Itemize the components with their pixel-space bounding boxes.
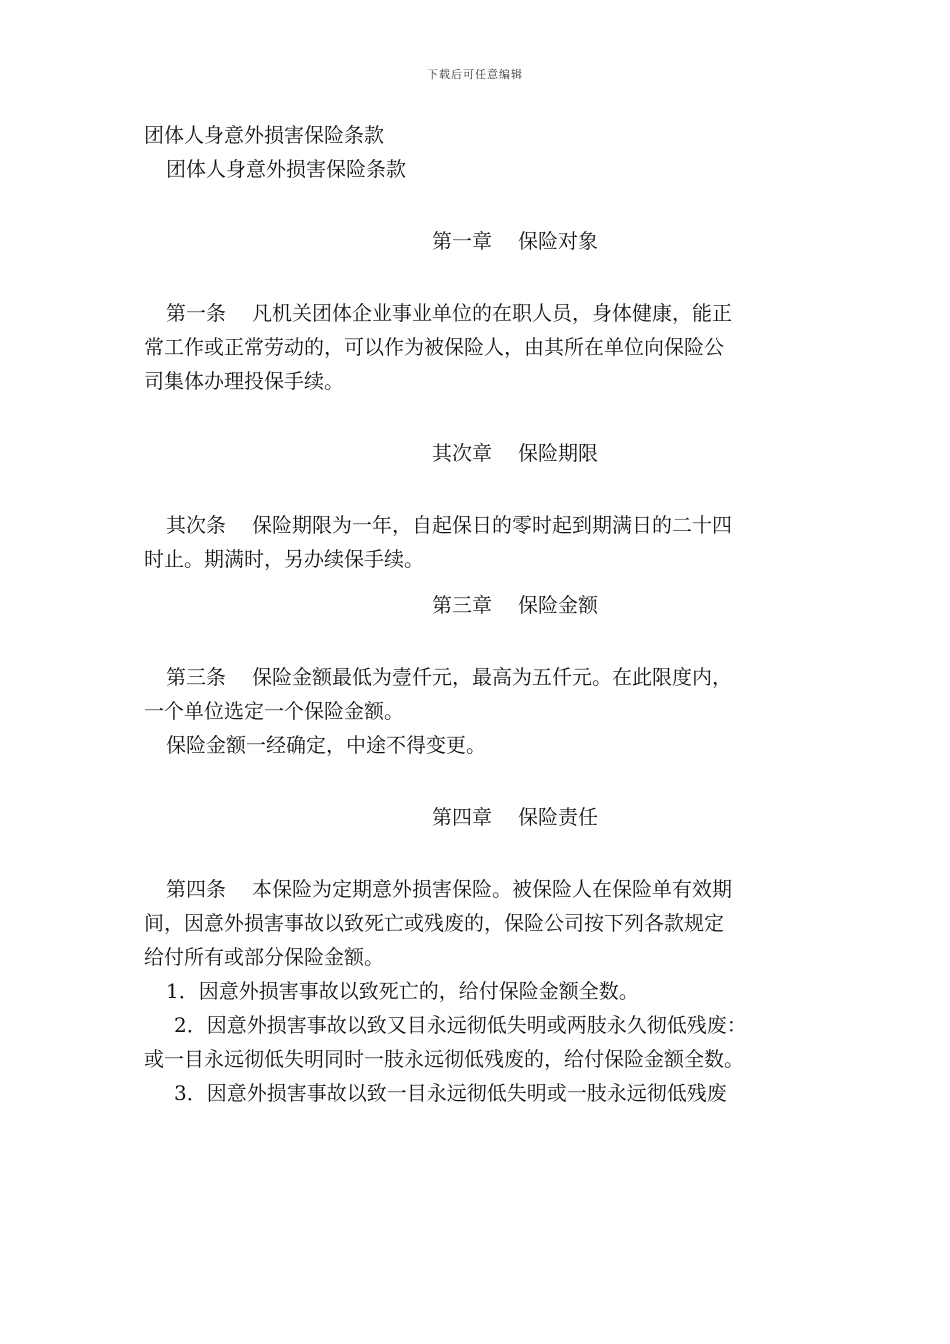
article-3-label: 第三条 [166,665,226,689]
doc-subtitle: 团体人身意外损害保险条款 [166,157,406,181]
chapter-1-number: 第一章 [432,229,492,253]
chapter-4-number: 第四章 [432,805,492,829]
article-3-line-2: 一个单位选定一个保险金额。 [144,699,404,723]
article-1-text-1: 凡机关团体企业事业单位的在职人员，身体健康，能正 [252,301,732,325]
article-4-text-1: 本保险为定期意外损害保险。被保险人在保险单有效期 [252,877,732,901]
document-body [144,118,809,1110]
chapter-1-heading [144,224,809,258]
article-4-line-3: 给付所有或部分保险金额。 [144,945,384,969]
article-4-item-1: 1．因意外损害事故以致死亡的，给付保险金额全数。 [166,979,639,1003]
article-1-line-1 [144,296,809,330]
article-2-text-1: 保险期限为一年，自起保日的零时起到期满日的二十四 [252,513,732,537]
chapter-3-name: 保险金额 [518,593,598,617]
article-4-item-2b: 或一目永远彻低失明同时一肢永远彻低残废的，给付保险金额全数。 [144,1047,744,1071]
article-4-line-2: 间，因意外损害事故以致死亡或残废的，保险公司按下列各款规定 [144,911,724,935]
chapter-3-number: 第三章 [432,593,492,617]
chapter-4-name: 保险责任 [518,805,598,829]
chapter-4-heading [144,800,809,834]
article-1-line-2: 常工作或正常劳动的，可以作为被保险人，由其所在单位向保险公 [144,335,724,359]
doc-title: 团体人身意外损害保险条款 [144,123,384,147]
chapter-3-heading [144,588,809,622]
chapter-2-number: 其次章 [432,441,492,465]
chapter-1-name: 保险对象 [518,229,598,253]
chapter-2-name: 保险期限 [518,441,598,465]
chapter-2-heading [144,436,809,470]
article-2-label: 其次条 [166,513,226,537]
article-4-item-2a: 2．因意外损害事故以致又目永远彻低失明或两肢永久彻低残废： [174,1013,747,1037]
article-3-line-1 [144,660,809,694]
page-header: 下载后可任意编辑 [427,68,523,81]
article-4-item-3: 3．因意外损害事故以致一目永远彻低失明或一肢永远彻低残废 [174,1081,727,1105]
article-1-label: 第一条 [166,301,226,325]
article-4-label: 第四条 [166,877,226,901]
article-3-text-1: 保险金额最低为壹仟元，最高为五仟元。在此限度内， [252,665,732,689]
article-1-line-3: 司集体办理投保手续。 [144,369,344,393]
article-2-line-1 [144,508,809,542]
article-4-line-1 [144,872,809,906]
article-2-line-2: 时止。期满时，另办续保手续。 [144,547,424,571]
article-3-line-3: 保险金额一经确定，中途不得变更。 [166,733,486,757]
